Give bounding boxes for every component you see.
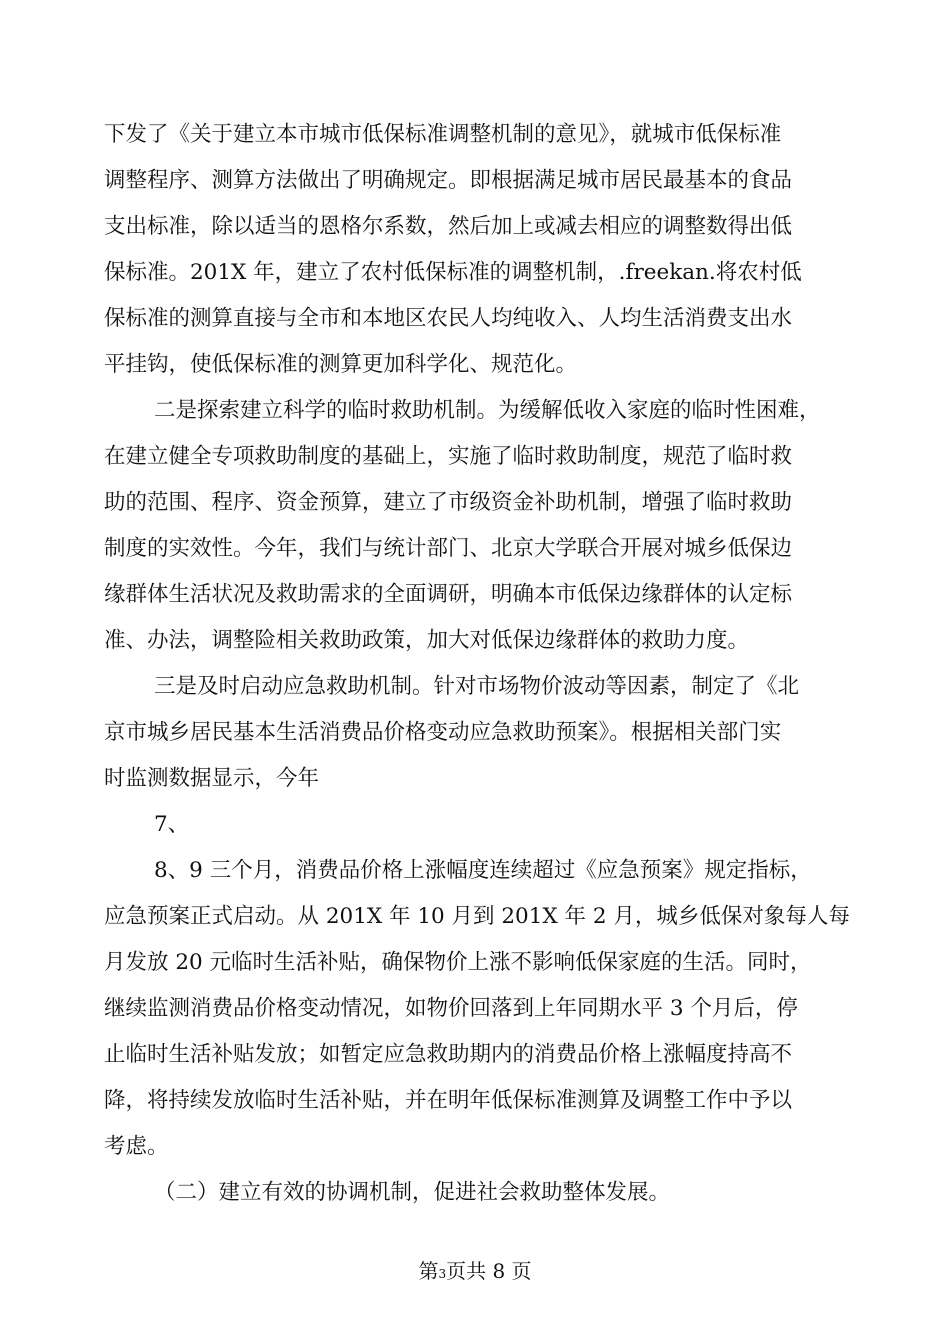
paragraph-6-heading [104, 1170, 840, 1216]
paragraph-4 [104, 802, 840, 848]
document-body [104, 112, 850, 1216]
text-line: 三是及时启动应急救助机制。针对市场物价波动等因素，制定了《北 [154, 674, 800, 699]
text-line: 准、办法，调整险相关救助政策，加大对低保边缘群体的救助力度。 [104, 628, 750, 653]
text-line: 8、9 三个月，消费品价格上涨幅度连续超过《应急预案》规定指标， [154, 858, 812, 883]
paragraph-3 [104, 664, 840, 802]
section-heading: （二）建立有效的协调机制，促进社会救助整体发展。 [154, 1180, 671, 1205]
text-line: 调整程序、测算方法做出了明确规定。即根据满足城市居民最基本的食品 [104, 168, 793, 193]
text-line: 月发放 20 元临时生活补贴，确保物价上涨不影响低保家庭的生活。同时， [104, 950, 812, 975]
text-line: 制度的实效性。今年，我们与统计部门、北京大学联合开展对城乡低保边 [104, 536, 793, 561]
text-line: 降，将持续发放临时生活补贴，并在明年低保标准测算及调整工作中予以 [104, 1088, 793, 1113]
footer-suffix: 页共 8 页 [446, 1259, 532, 1283]
paragraph-5 [104, 848, 850, 1170]
text-line: 支出标准，除以适当的恩格尔系数，然后加上或减去相应的调整数得出低 [104, 214, 793, 239]
paragraph-2 [104, 388, 840, 664]
text-line: 保标准的测算直接与全市和本地区农民人均纯收入、人均生活消费支出水 [104, 306, 793, 331]
paragraph-1 [104, 112, 840, 388]
text-line: 助的范围、程序、资金预算，建立了市级资金补助机制，增强了临时救助 [104, 490, 793, 515]
text-line: 考虑。 [104, 1134, 169, 1159]
footer-prefix: 第 [418, 1259, 439, 1283]
text-line: 保标准。201X 年，建立了农村低保标准的调整机制，.freekan.将农村低 [104, 260, 802, 285]
text-line: 7、 [154, 812, 190, 837]
page-footer [0, 1256, 950, 1289]
text-line: 时监测数据显示，今年 [104, 766, 320, 791]
text-line: 京市城乡居民基本生活消费品价格变动应急救助预案》。根据相关部门实 [104, 720, 782, 745]
footer-page-number: 3 [438, 1267, 447, 1281]
text-line: 止临时生活补贴发放；如暂定应急救助期内的消费品价格上涨幅度持高不 [104, 1042, 793, 1067]
text-line: 应急预案正式启动。从 201X 年 10 月到 201X 年 2 月，城乡低保对象每人每 [104, 904, 850, 929]
text-line: 平挂钩，使低保标准的测算更加科学化、规范化。 [104, 352, 578, 377]
text-line: 继续监测消费品价格变动情况，如物价回落到上年同期水平 3 个月后，停 [104, 996, 798, 1021]
text-line: 缘群体生活状况及救助需求的全面调研，明确本市低保边缘群体的认定标 [104, 582, 793, 607]
text-line: 二是探索建立科学的临时救助机制。为缓解低收入家庭的临时性困难， [154, 398, 821, 423]
text-line: 在建立健全专项救助制度的基础上，实施了临时救助制度，规范了临时救 [104, 444, 793, 469]
text-line: 下发了《关于建立本市城市低保标准调整机制的意见》，就城市低保标准 [104, 122, 782, 147]
